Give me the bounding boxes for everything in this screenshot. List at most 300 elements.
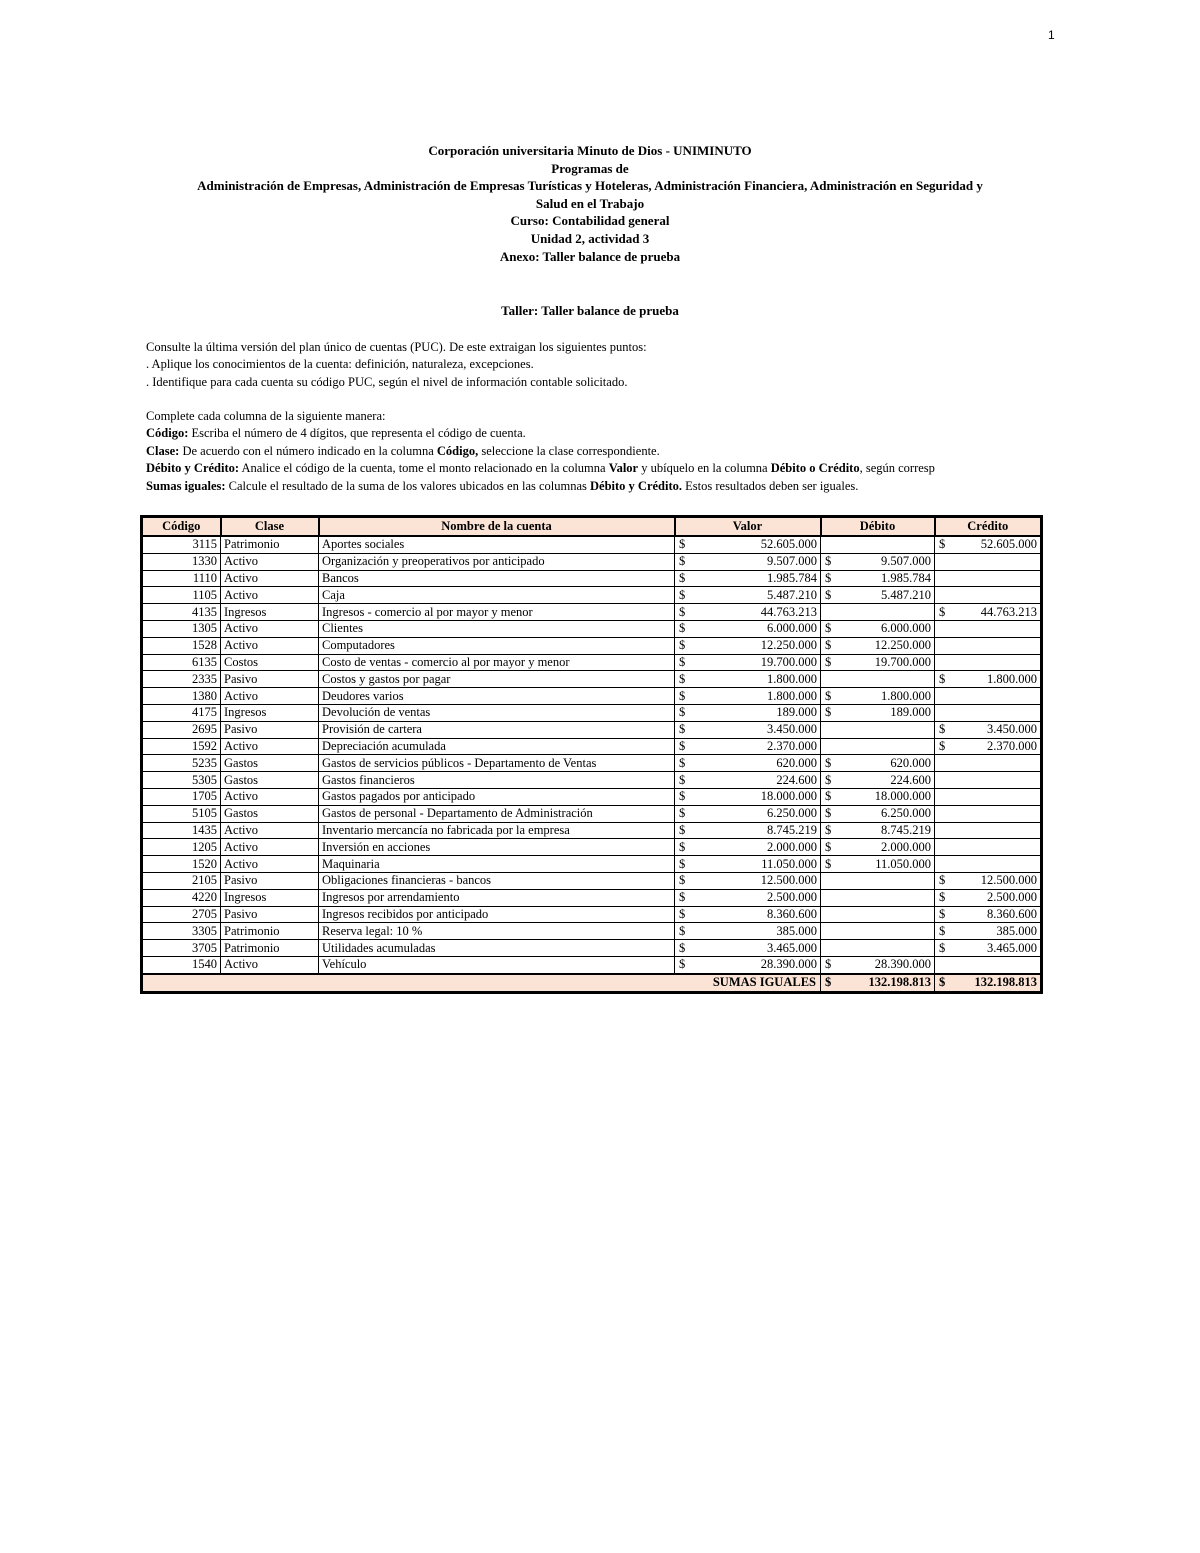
instruction-text: Analice el código de la cuenta, tome el monto relacionado en la columna: [239, 461, 609, 476]
cell-valor: [675, 536, 821, 553]
cell-debito: [821, 721, 935, 738]
cell-debito: [821, 587, 935, 604]
cell-clase: Pasivo: [221, 872, 319, 889]
table-row: [142, 856, 1042, 873]
header-unit: Unidad 2, actividad 3: [530, 230, 650, 246]
table-row: [142, 570, 1042, 587]
cell-valor-value: 18.000.000: [760, 789, 817, 804]
cell-debito: [821, 822, 935, 839]
cell-nombre: Ingresos por arrendamiento: [319, 889, 675, 906]
cell-clase: Gastos: [221, 772, 319, 789]
cell-debito: [821, 923, 935, 940]
currency-symbol: $: [825, 856, 832, 871]
cell-codigo: 1520: [142, 856, 221, 873]
instruction-text: , según corresp: [859, 461, 935, 476]
cell-nombre: Provisión de cartera: [319, 721, 675, 738]
cell-valor-value: 3.465.000: [767, 940, 817, 955]
cell-credito: [935, 570, 1042, 587]
total-debito: [821, 974, 935, 992]
cell-valor: [675, 587, 821, 604]
cell-clase: Ingresos: [221, 889, 319, 906]
cell-codigo: 1540: [142, 956, 221, 973]
header-valor: Valor: [675, 517, 821, 537]
cell-valor-value: 6.250.000: [767, 806, 817, 821]
currency-symbol: $: [825, 638, 832, 653]
total-label: SUMAS IGUALES: [142, 974, 821, 992]
cell-debito-value: 19.700.000: [874, 654, 931, 669]
cell-valor-value: 44.763.213: [760, 604, 817, 619]
instruction-label: Sumas iguales:: [146, 478, 226, 493]
cell-valor: [675, 688, 821, 705]
table-row: [142, 755, 1042, 772]
cell-debito-value: 6.250.000: [881, 806, 931, 821]
cell-debito: [821, 872, 935, 889]
cell-credito: [935, 671, 1042, 688]
cell-clase: Patrimonio: [221, 923, 319, 940]
cell-valor-value: 52.605.000: [760, 537, 817, 552]
instruction-debito-credito: [146, 460, 1046, 477]
currency-symbol: $: [679, 604, 686, 619]
cell-credito: [935, 956, 1042, 973]
cell-valor: [675, 755, 821, 772]
cell-nombre: Aportes sociales: [319, 536, 675, 553]
cell-clase: Pasivo: [221, 671, 319, 688]
instruction-bold: Débito y Crédito.: [590, 478, 683, 493]
cell-credito-value: 44.763.213: [980, 604, 1037, 619]
table-row: [142, 822, 1042, 839]
cell-codigo: 1528: [142, 637, 221, 654]
cell-debito-value: 6.000.000: [881, 621, 931, 636]
currency-symbol: $: [825, 621, 832, 636]
currency-symbol: $: [679, 654, 686, 669]
cell-debito: [821, 856, 935, 873]
instruction-text: y ubíquelo en la columna: [638, 461, 771, 476]
cell-nombre: Gastos financieros: [319, 772, 675, 789]
currency-symbol: $: [825, 705, 832, 720]
cell-debito: [821, 755, 935, 772]
currency-symbol: $: [825, 587, 832, 602]
cell-codigo: 1305: [142, 620, 221, 637]
currency-symbol: $: [825, 789, 832, 804]
cell-valor-value: 2.000.000: [767, 839, 817, 854]
currency-symbol: $: [825, 688, 832, 703]
currency-symbol: $: [825, 755, 832, 770]
header-programs-list: Administración de Empresas, Administración de Empresas Turísticas y Hoteleras, Administración Financiera, Administración en Seguridad y: [197, 178, 983, 194]
cell-valor: [675, 923, 821, 940]
cell-valor-value: 620.000: [776, 755, 817, 770]
cell-debito: [821, 805, 935, 822]
header-programs-label: Programas de: [551, 160, 629, 176]
cell-nombre: Deudores varios: [319, 688, 675, 705]
cell-debito: [821, 889, 935, 906]
cell-codigo: 4175: [142, 704, 221, 721]
cell-debito-value: 1.800.000: [881, 688, 931, 703]
cell-valor-value: 1.800.000: [767, 688, 817, 703]
cell-codigo: 2105: [142, 872, 221, 889]
cell-valor-value: 3.450.000: [767, 722, 817, 737]
cell-credito: [935, 839, 1042, 856]
instruction-bold: Código,: [436, 443, 479, 458]
table-row: [142, 671, 1042, 688]
cell-valor-value: 2.370.000: [767, 738, 817, 753]
table-row: [142, 805, 1042, 822]
instruction-text: Estos resultados deben ser iguales.: [682, 478, 859, 493]
cell-nombre: Devolución de ventas: [319, 704, 675, 721]
instruction-label: Clase:: [146, 443, 180, 458]
cell-valor-value: 1.800.000: [767, 671, 817, 686]
cell-nombre: Gastos de personal - Departamento de Administración: [319, 805, 675, 822]
cell-clase: Activo: [221, 956, 319, 973]
currency-symbol: $: [825, 822, 832, 837]
cell-valor-value: 1.985.784: [767, 570, 817, 585]
cell-debito: [821, 688, 935, 705]
cell-clase: Activo: [221, 822, 319, 839]
cell-nombre: Organización y preoperativos por anticipado: [319, 553, 675, 570]
cell-valor-value: 6.000.000: [767, 621, 817, 636]
cell-credito: [935, 872, 1042, 889]
cell-valor-value: 12.500.000: [760, 873, 817, 888]
table-header-row: [142, 517, 1042, 537]
currency-symbol: $: [679, 705, 686, 720]
instruction-text: De acuerdo con el número indicado en la columna: [179, 443, 437, 458]
cell-nombre: Ingresos - comercio al por mayor y menor: [319, 604, 675, 621]
cell-debito: [821, 704, 935, 721]
table-row: [142, 956, 1042, 973]
cell-credito: [935, 889, 1042, 906]
cell-valor: [675, 856, 821, 873]
instructions-columns: [146, 408, 1046, 495]
cell-clase: Activo: [221, 570, 319, 587]
cell-valor-value: 11.050.000: [761, 856, 817, 871]
cell-valor-value: 8.745.219: [767, 822, 817, 837]
cell-debito-value: 18.000.000: [874, 789, 931, 804]
table-row: [142, 906, 1042, 923]
cell-clase: Gastos: [221, 755, 319, 772]
cell-codigo: 3705: [142, 940, 221, 957]
currency-symbol: $: [939, 940, 946, 955]
cell-clase: Activo: [221, 839, 319, 856]
cell-codigo: 1330: [142, 553, 221, 570]
cell-clase: Activo: [221, 688, 319, 705]
cell-valor: [675, 738, 821, 755]
table-row: [142, 839, 1042, 856]
header-nombre: Nombre de la cuenta: [319, 517, 675, 537]
cell-codigo: 1205: [142, 839, 221, 856]
currency-symbol: $: [679, 621, 686, 636]
cell-credito: [935, 688, 1042, 705]
header-annex: Anexo: Taller balance de prueba: [499, 248, 681, 264]
cell-valor: [675, 704, 821, 721]
cell-clase: Costos: [221, 654, 319, 671]
table-row: [142, 704, 1042, 721]
cell-valor: [675, 906, 821, 923]
cell-valor-value: 12.250.000: [760, 638, 817, 653]
cell-codigo: 6135: [142, 654, 221, 671]
cell-codigo: 2695: [142, 721, 221, 738]
currency-symbol: $: [825, 570, 832, 585]
trial-balance-table: [140, 515, 1043, 994]
currency-symbol: $: [679, 856, 686, 871]
cell-credito: [935, 822, 1042, 839]
cell-nombre: Maquinaria: [319, 856, 675, 873]
cell-valor-value: 9.507.000: [767, 554, 817, 569]
table-row: [142, 721, 1042, 738]
currency-symbol: $: [679, 906, 686, 921]
cell-credito-value: 385.000: [996, 923, 1037, 938]
cell-codigo: 4135: [142, 604, 221, 621]
cell-debito-value: 12.250.000: [874, 638, 931, 653]
cell-valor: [675, 553, 821, 570]
cell-nombre: Depreciación acumulada: [319, 738, 675, 755]
cell-nombre: Inventario mercancía no fabricada por la empresa: [319, 822, 675, 839]
cell-valor: [675, 570, 821, 587]
cell-valor-value: 385.000: [776, 923, 817, 938]
cell-nombre: Costo de ventas - comercio al por mayor y menor: [319, 654, 675, 671]
currency-symbol: $: [679, 738, 686, 753]
currency-symbol: $: [825, 772, 832, 787]
table-row: [142, 553, 1042, 570]
cell-codigo: 3305: [142, 923, 221, 940]
cell-clase: Activo: [221, 553, 319, 570]
currency-symbol: $: [679, 638, 686, 653]
table-row: [142, 654, 1042, 671]
cell-debito: [821, 738, 935, 755]
currency-symbol: $: [679, 839, 686, 854]
instruction-sumas: [146, 478, 1046, 495]
currency-symbol: $: [939, 537, 946, 552]
table-row: [142, 940, 1042, 957]
cell-credito: [935, 553, 1042, 570]
cell-nombre: Costos y gastos por pagar: [319, 671, 675, 688]
currency-symbol: $: [939, 738, 946, 753]
cell-codigo: 1435: [142, 822, 221, 839]
cell-valor: [675, 940, 821, 957]
cell-credito: [935, 604, 1042, 621]
cell-nombre: Computadores: [319, 637, 675, 654]
cell-clase: Ingresos: [221, 704, 319, 721]
cell-debito: [821, 839, 935, 856]
currency-symbol: $: [825, 975, 832, 990]
header-course: Curso: Contabilidad general: [510, 213, 670, 229]
currency-symbol: $: [679, 789, 686, 804]
currency-symbol: $: [825, 554, 832, 569]
total-credito: [935, 974, 1042, 992]
table-row: [142, 872, 1042, 889]
cell-debito-value: 5.487.210: [881, 587, 931, 602]
cell-debito: [821, 940, 935, 957]
table-row: [142, 587, 1042, 604]
cell-valor: [675, 839, 821, 856]
cell-nombre: Ingresos recibidos por anticipado: [319, 906, 675, 923]
cell-codigo: 1592: [142, 738, 221, 755]
cell-credito-value: 1.800.000: [987, 671, 1037, 686]
cell-valor-value: 8.360.600: [767, 906, 817, 921]
cell-valor: [675, 604, 821, 621]
cell-credito-value: 3.450.000: [987, 722, 1037, 737]
cell-valor-value: 19.700.000: [760, 654, 817, 669]
cell-clase: Activo: [221, 856, 319, 873]
cell-credito: [935, 654, 1042, 671]
cell-clase: Pasivo: [221, 721, 319, 738]
cell-debito-value: 620.000: [890, 755, 931, 770]
cell-valor: [675, 822, 821, 839]
cell-clase: Gastos: [221, 805, 319, 822]
cell-valor: [675, 956, 821, 973]
cell-debito: [821, 788, 935, 805]
instruction-line: . Identifique para cada cuenta su código PUC, según el nivel de información contable solicitado.: [146, 374, 628, 389]
cell-nombre: Obligaciones financieras - bancos: [319, 872, 675, 889]
cell-credito: [935, 906, 1042, 923]
currency-symbol: $: [939, 722, 946, 737]
cell-codigo: 5305: [142, 772, 221, 789]
table-row: [142, 889, 1042, 906]
table-row: [142, 688, 1042, 705]
instruction-clase: [146, 443, 1046, 460]
table-row: [142, 738, 1042, 755]
cell-debito-value: 1.985.784: [881, 570, 931, 585]
cell-credito: [935, 788, 1042, 805]
instruction-text: Escriba el número de 4 dígitos, que representa el código de cuenta.: [188, 426, 526, 441]
cell-clase: Patrimonio: [221, 940, 319, 957]
cell-valor-value: 189.000: [776, 705, 817, 720]
cell-clase: Patrimonio: [221, 536, 319, 553]
table-row: [142, 604, 1042, 621]
cell-debito: [821, 620, 935, 637]
table-row: [142, 620, 1042, 637]
cell-debito: [821, 553, 935, 570]
cell-debito-value: 8.745.219: [881, 822, 931, 837]
cell-clase: Activo: [221, 637, 319, 654]
cell-debito-value: 2.000.000: [881, 839, 931, 854]
cell-credito: [935, 536, 1042, 553]
cell-debito: [821, 772, 935, 789]
cell-valor: [675, 805, 821, 822]
currency-symbol: $: [679, 688, 686, 703]
cell-credito: [935, 637, 1042, 654]
currency-symbol: $: [679, 755, 686, 770]
currency-symbol: $: [679, 806, 686, 821]
cell-codigo: 5105: [142, 805, 221, 822]
currency-symbol: $: [825, 957, 832, 972]
cell-nombre: Bancos: [319, 570, 675, 587]
cell-credito-value: 2.500.000: [987, 890, 1037, 905]
cell-nombre: Caja: [319, 587, 675, 604]
cell-credito: [935, 923, 1042, 940]
taller-title: Taller: Taller balance de prueba: [501, 303, 679, 318]
header-clase: Clase: [221, 517, 319, 537]
cell-debito: [821, 956, 935, 973]
cell-codigo: 4220: [142, 889, 221, 906]
currency-symbol: $: [679, 537, 686, 552]
currency-symbol: $: [939, 923, 946, 938]
cell-credito: [935, 620, 1042, 637]
currency-symbol: $: [679, 923, 686, 938]
currency-symbol: $: [679, 890, 686, 905]
cell-debito-value: 9.507.000: [881, 554, 931, 569]
header-credito: Crédito: [935, 517, 1042, 537]
cell-debito: [821, 654, 935, 671]
cell-nombre: Gastos de servicios públicos - Departamento de Ventas: [319, 755, 675, 772]
cell-clase: Activo: [221, 788, 319, 805]
cell-credito: [935, 721, 1042, 738]
cell-credito-value: 2.370.000: [987, 738, 1037, 753]
header-institution: Corporación universitaria Minuto de Dios - UNIMINUTO: [428, 143, 752, 158]
cell-credito: [935, 755, 1042, 772]
table-body: [142, 536, 1042, 974]
cell-valor: [675, 889, 821, 906]
header-debito: Débito: [821, 517, 935, 537]
cell-debito: [821, 906, 935, 923]
currency-symbol: $: [679, 940, 686, 955]
currency-symbol: $: [939, 890, 946, 905]
cell-valor: [675, 654, 821, 671]
instructions-puc: [146, 339, 647, 391]
instruction-codigo: [146, 425, 1046, 442]
header-programs-list-cont: Salud en el Trabajo: [535, 195, 645, 211]
cell-valor: [675, 872, 821, 889]
table-row: [142, 637, 1042, 654]
document-header: [140, 142, 1040, 265]
table-row: [142, 788, 1042, 805]
totals-row: [142, 974, 1042, 992]
cell-credito: [935, 940, 1042, 957]
instruction-bold: Débito o Crédito: [770, 461, 860, 476]
table-row: [142, 536, 1042, 553]
cell-valor: [675, 788, 821, 805]
currency-symbol: $: [825, 654, 832, 669]
currency-symbol: $: [679, 554, 686, 569]
cell-debito: [821, 604, 935, 621]
cell-credito-value: 8.360.600: [987, 906, 1037, 921]
currency-symbol: $: [825, 806, 832, 821]
cell-clase: Activo: [221, 738, 319, 755]
cell-credito: [935, 805, 1042, 822]
cell-valor-value: 5.487.210: [767, 587, 817, 602]
cell-codigo: 3115: [142, 536, 221, 553]
instruction-label: Débito y Crédito:: [146, 461, 240, 476]
currency-symbol: $: [679, 873, 686, 888]
currency-symbol: $: [679, 722, 686, 737]
cell-codigo: 2705: [142, 906, 221, 923]
cell-clase: Ingresos: [221, 604, 319, 621]
cell-credito: [935, 587, 1042, 604]
instruction-bold: Valor: [608, 461, 639, 476]
currency-symbol: $: [825, 839, 832, 854]
cell-credito: [935, 856, 1042, 873]
currency-symbol: $: [679, 587, 686, 602]
cell-credito: [935, 772, 1042, 789]
cell-valor: [675, 671, 821, 688]
page-number: 1: [1048, 28, 1055, 42]
cell-codigo: 1380: [142, 688, 221, 705]
cell-credito: [935, 704, 1042, 721]
cell-debito: [821, 637, 935, 654]
currency-symbol: $: [939, 873, 946, 888]
cell-nombre: Vehículo: [319, 956, 675, 973]
currency-symbol: $: [939, 906, 946, 921]
instruction-line: Consulte la última versión del plan único de cuentas (PUC). De este extraigan los siguientes puntos:: [146, 340, 647, 354]
cell-codigo: 1110: [142, 570, 221, 587]
cell-clase: Activo: [221, 620, 319, 637]
currency-symbol: $: [679, 671, 686, 686]
total-credito-value: 132.198.813: [974, 975, 1037, 990]
cell-valor: [675, 721, 821, 738]
table-row: [142, 923, 1042, 940]
table-row: [142, 772, 1042, 789]
cell-credito-value: 52.605.000: [980, 537, 1037, 552]
cell-debito-value: 28.390.000: [874, 957, 931, 972]
instruction-text: seleccione la clase correspondiente.: [478, 443, 660, 458]
